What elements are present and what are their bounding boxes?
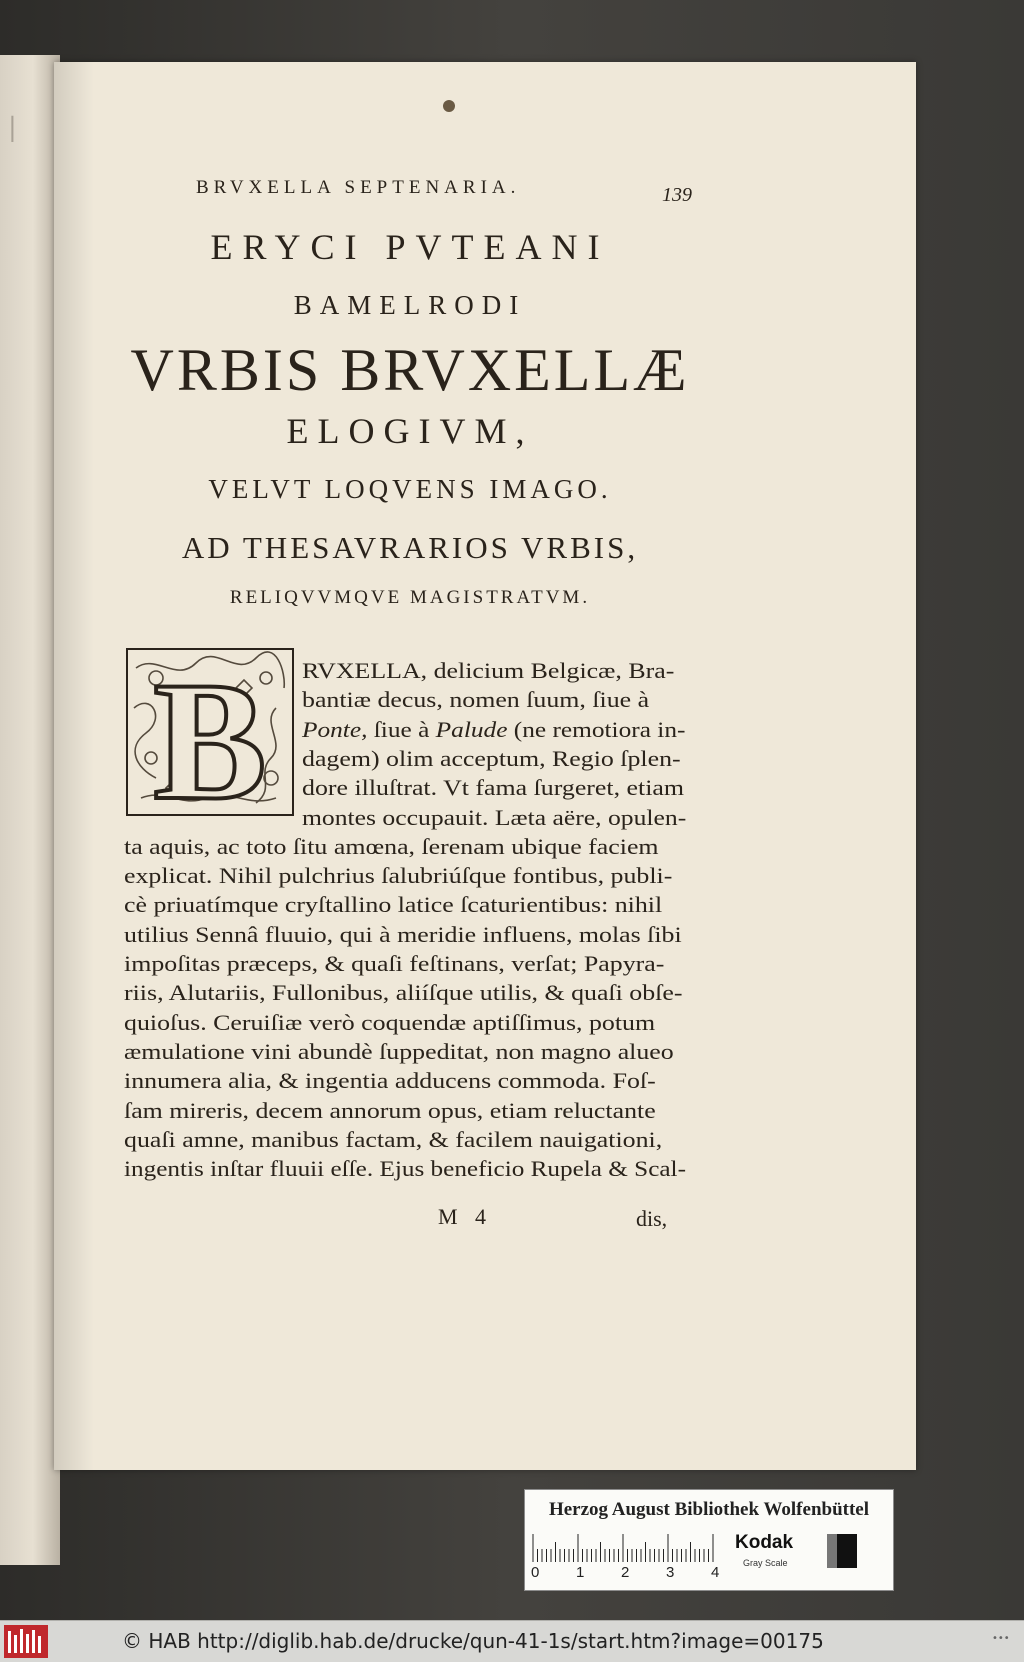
text-line: Ponte, ſiue à Palude (ne remotiora in- — [302, 716, 686, 742]
text-line: riis, Alutariis, Fullonibus, aliíſque utilis, & quaſi obſe- — [124, 980, 683, 1006]
text-line: ingentis inſtar fluuii eſſe. Ejus beneficio Rupela & Scal- — [124, 1156, 686, 1182]
more-icon[interactable]: ••• — [992, 1633, 1010, 1644]
facing-page-edge: | — [0, 55, 60, 1565]
gray-scale-label: Gray Scale — [743, 1558, 788, 1568]
text-line: montes occupauit. Læta aëre, opulen- — [302, 804, 687, 830]
scale-number: 3 — [666, 1564, 675, 1581]
text-line: quaſi amne, manibus factam, & facilem nauigationi, — [124, 1126, 663, 1152]
title-dedication: AD THESAVRARIOS VRBIS, — [181, 530, 639, 565]
catchword: dis, — [636, 1206, 668, 1231]
running-head: BRVXELLA SEPTENARIA. — [196, 177, 521, 198]
copyright-url[interactable]: © HAB http://diglib.hab.de/drucke/qun-41-1s/start.htm?image=00175 — [122, 1629, 824, 1653]
printer-ornament — [443, 100, 455, 112]
text-line: impoſitas præceps, & quaſi feſtinans, verſat; Papyra- — [124, 951, 665, 976]
text-line: bantiæ decus, nomen ſuum, ſiue à — [302, 687, 650, 713]
text-line: RVXELLA, delicium Belgicæ, Bra- — [302, 658, 675, 683]
title-author-epithet: BAMELRODI — [293, 290, 527, 320]
title-author: ERYCI PVTEANI — [210, 227, 610, 267]
scale-numbers — [531, 1564, 731, 1584]
scale-number: 2 — [621, 1564, 630, 1581]
gutter-shadow — [54, 62, 94, 1470]
scale-number: 0 — [531, 1564, 540, 1581]
text-line: ſam mireris, decem annorum opus, etiam reluctante — [124, 1097, 656, 1123]
scale-ruler — [531, 1532, 721, 1562]
text-line: innumera alia, & ingentia adducens commoda. Foſ- — [124, 1068, 656, 1094]
kodak-logo: Kodak — [735, 1532, 794, 1553]
signature-mark: M 4 — [438, 1204, 493, 1229]
scale-number: 4 — [711, 1564, 720, 1581]
text-line: explicat. Nihil pulchrius ſalubriúſque fontibus, publi- — [124, 863, 673, 889]
hab-logo-icon — [4, 1625, 48, 1658]
library-name: Herzog August Bibliothek Wolfenbüttel — [548, 1499, 870, 1520]
text-line: dore illuſtrat. Vt fama ſurgeret, etiam — [302, 775, 685, 801]
text-line: æmulatione vini abundè ſuppeditat, non magno alueo — [124, 1038, 674, 1064]
text-line: dagem) olim acceptum, Regio ſplen- — [302, 745, 681, 771]
page-number: 139 — [662, 184, 692, 206]
title-main: VRBIS BRVXELLÆ — [130, 337, 690, 403]
decorated-initial — [126, 648, 294, 816]
title-subtitle: VELVT LOQVENS IMAGO. — [208, 474, 612, 504]
text-line: cè priuatímque cryſtallino latice ſcaturientibus: nihil — [124, 892, 663, 918]
color-calibration-card — [524, 1489, 894, 1591]
text-line: ta aquis, ac toto ſitu amœna, ſerenam ubique faciem — [124, 833, 659, 859]
gray-patch — [827, 1534, 857, 1568]
text-line: quioſus. Ceruiſiæ verò coquendæ aptiſſimus, potum — [124, 1009, 656, 1035]
viewer-footer — [0, 1620, 1024, 1662]
text-line: utilius Sennâ fluuio, qui à meridie influens, molas ſibi — [124, 921, 682, 947]
title-dedication-cont: RELIQVVMQVE MAGISTRATVM. — [229, 587, 591, 608]
drop-cap-letter: B — [153, 648, 267, 816]
title-elogium: ELOGIVM, — [286, 411, 534, 451]
scale-number: 1 — [576, 1564, 585, 1581]
